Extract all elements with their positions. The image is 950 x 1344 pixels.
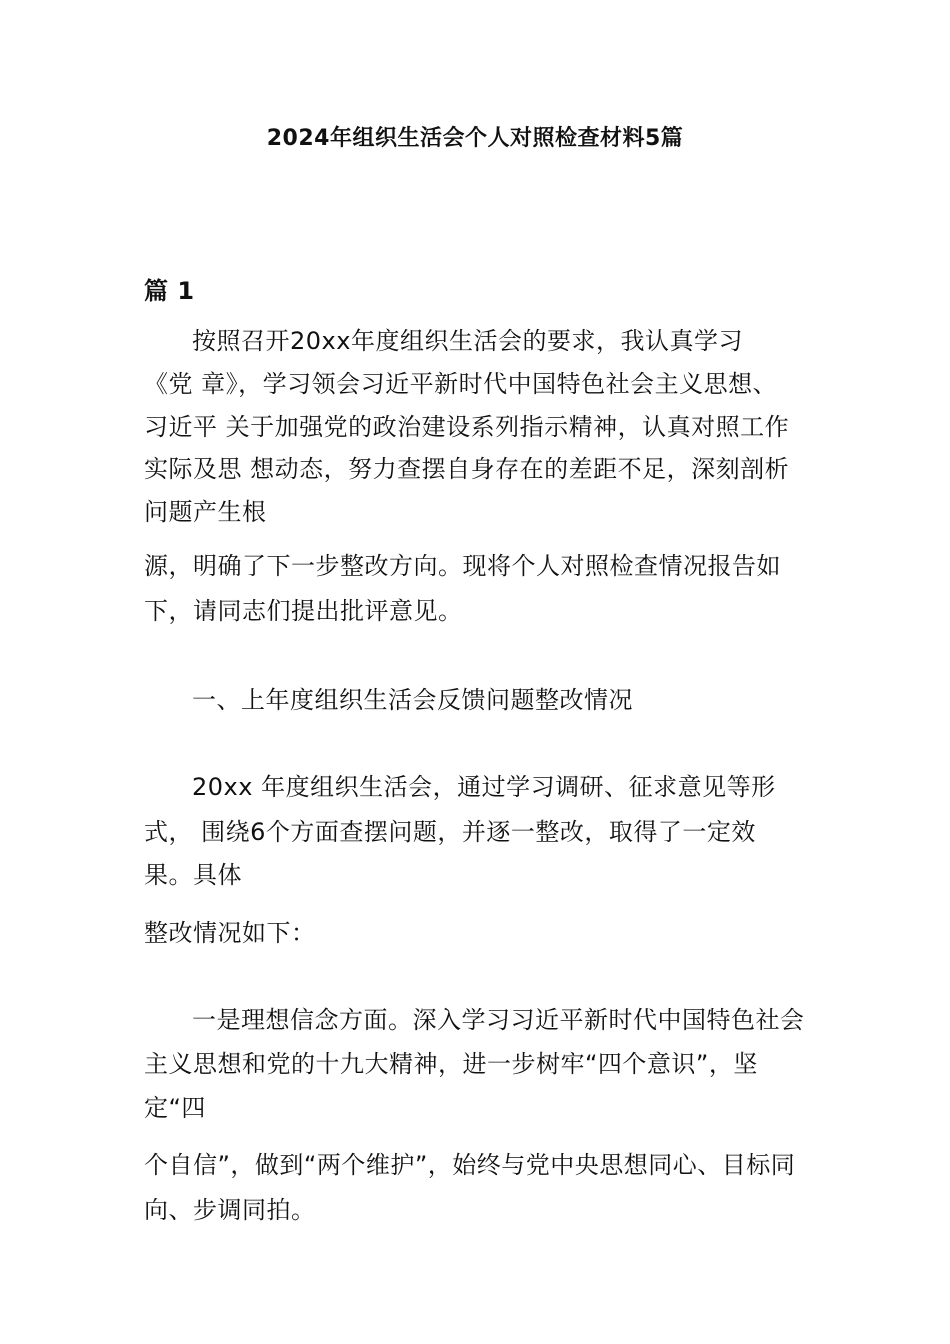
section-label: 篇 1 [144,277,195,305]
paragraph-line: 式， 围绕6个方面查摆问题，并逐一整改，取得了一定效 [144,818,756,846]
paragraph-line: 一是理想信念方面。深入学习习近平新时代中国特色社会 [192,1006,805,1034]
paragraph-line: 问题产生根 [144,498,267,526]
paragraph-line: 习近平 关于加强党的政治建设系列指示精神，认真对照工作 [144,413,790,441]
paragraph-line: 20xx 年度组织生活会，通过学习调研、征求意见等形 [192,773,776,801]
paragraph-line: 按照召开20xx年度组织生活会的要求，我认真学习 [192,327,743,355]
section-heading: 一、上年度组织生活会反馈问题整改情况 [192,686,633,714]
paragraph-line: 定“四 [144,1094,206,1122]
document-title: 2024年组织生活会个人对照检查材料5篇 [266,126,684,151]
paragraph-line: 果。具体 [144,861,242,889]
paragraph-line: 源，明确了下一步整改方向。现将个人对照检查情况报告如 [144,552,781,580]
paragraph-line: 下，请同志们提出批评意见。 [144,597,463,625]
paragraph-line: 《党 章》，学习领会习近平新时代中国特色社会主义思想、 [144,370,778,398]
paragraph-line: 个自信”，做到“两个维护”，始终与党中央思想同心、目标同 [144,1151,796,1179]
paragraph-line: 主义思想和党的十九大精神，进一步树牢“四个意识”，坚 [144,1050,758,1078]
paragraph-line: 向、步调同拍。 [144,1196,316,1224]
paragraph-line: 实际及思 想动态，努力查摆自身存在的差距不足，深刻剖析 [144,455,790,483]
paragraph-line: 整改情况如下： [144,919,316,947]
